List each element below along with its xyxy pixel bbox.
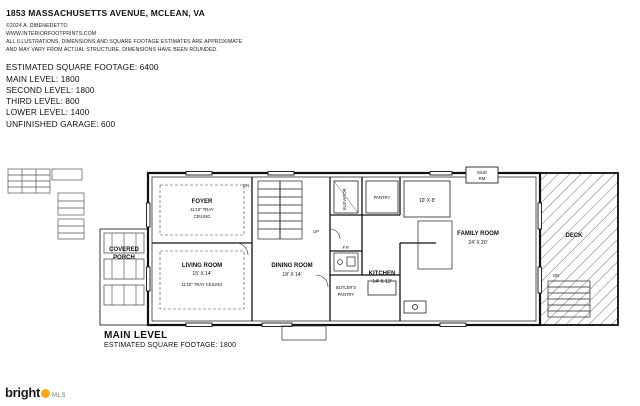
header-block bbox=[6, 8, 426, 130]
site-context-left bbox=[8, 169, 84, 239]
watermark-dot-icon bbox=[41, 389, 50, 398]
copyright-line: ©2024 A. DIBENEDETTO bbox=[6, 23, 68, 29]
level-name: MAIN LEVEL bbox=[104, 330, 168, 341]
stair-direction-dn-main: DN bbox=[242, 183, 250, 188]
foyer-ceiling-note-2: CEILING bbox=[193, 214, 211, 219]
living-room-ceiling-note: 11'10" TRAY CEILING bbox=[181, 282, 223, 287]
sqft-lower-level: LOWER LEVEL: 1400 bbox=[6, 107, 90, 118]
kitchen-dimensions: 14' X 13' bbox=[372, 279, 392, 285]
room-label-dining-room: DINING ROOM bbox=[271, 263, 313, 269]
foyer-ceiling-note-1: 11'10" TRAY bbox=[190, 207, 214, 212]
sqft-third-level: THIRD LEVEL: 800 bbox=[6, 96, 80, 107]
room-label-butlers-pantry-2: PANTRY bbox=[337, 292, 355, 297]
covered-porch-structure bbox=[100, 229, 148, 325]
room-label-elevator: ELEVATOR bbox=[342, 188, 347, 210]
sqft-unfinished-garage: UNFINISHED GARAGE: 600 bbox=[6, 118, 116, 129]
sqft-main-level: MAIN LEVEL: 1800 bbox=[6, 73, 80, 84]
room-label-covered-porch-1: COVERED bbox=[109, 247, 139, 253]
room-label-mud-rm-2: RM bbox=[478, 176, 486, 181]
square-footage-summary bbox=[6, 62, 426, 130]
disclaimer-line-2: AND MAY VARY FROM ACTUAL STRUCTURE. DIMENSIONS HAVE BEEN ROUNDED. bbox=[6, 47, 218, 54]
exterior-slab bbox=[282, 326, 326, 340]
room-label-deck: DECK bbox=[565, 233, 583, 239]
watermark-word: bright bbox=[5, 385, 41, 400]
room-label-covered-porch-2: PORCH bbox=[113, 255, 135, 261]
room-label-mud-rm-1: MUD bbox=[477, 170, 487, 175]
room-label-family-room: FAMILY ROOM bbox=[457, 231, 499, 237]
main-staircase bbox=[258, 181, 302, 239]
stair-direction-up-main: UP bbox=[313, 229, 319, 234]
family-room-dimensions: 24' X 20' bbox=[468, 240, 488, 246]
watermark-tag: MLS bbox=[52, 392, 66, 399]
room-label-living-room: LIVING ROOM bbox=[181, 263, 223, 269]
level-label-block bbox=[104, 330, 236, 349]
dining-room-dimensions: 18' X 14' bbox=[282, 272, 302, 278]
living-room-tray-ceiling-outline bbox=[160, 251, 244, 309]
family-room-furniture bbox=[418, 221, 452, 269]
kitchen-island bbox=[368, 281, 426, 313]
fireplace-label: F.P. bbox=[342, 245, 350, 250]
room-label-10x8: 10' X 8' bbox=[418, 198, 436, 204]
powder-room bbox=[334, 253, 358, 271]
room-label-foyer: FOYER bbox=[191, 199, 213, 205]
level-sqft: ESTIMATED SQUARE FOOTAGE: 1800 bbox=[104, 342, 237, 349]
sqft-second-level: SECOND LEVEL: 1800 bbox=[6, 84, 95, 95]
website-line: WWW.INTERIORFOOTPRINTS.COM bbox=[6, 31, 97, 38]
deck-area bbox=[540, 173, 618, 325]
bright-mls-watermark bbox=[5, 385, 66, 400]
stair-direction-dn: DN bbox=[552, 273, 560, 278]
disclaimer-line-1: ALL ILLUSTRATIONS, DIMENSIONS AND SQUARE FOOTAGE ESTIMATES ARE APPROXIMATE bbox=[6, 39, 243, 46]
sqft-heading: ESTIMATED SQUARE FOOTAGE: 6400 bbox=[6, 62, 159, 73]
room-label-butlers-pantry-1: BUTLER'S bbox=[335, 285, 357, 290]
room-label-kitchen: KITCHEN bbox=[368, 271, 396, 277]
floor-plan-drawing bbox=[0, 155, 640, 355]
living-room-dimensions: 15' X 14' bbox=[192, 271, 212, 277]
room-label-pantry: PANTRY bbox=[373, 195, 391, 200]
page-title: 1853 MASSACHUSETTS AVENUE, MCLEAN, VA bbox=[6, 8, 205, 18]
